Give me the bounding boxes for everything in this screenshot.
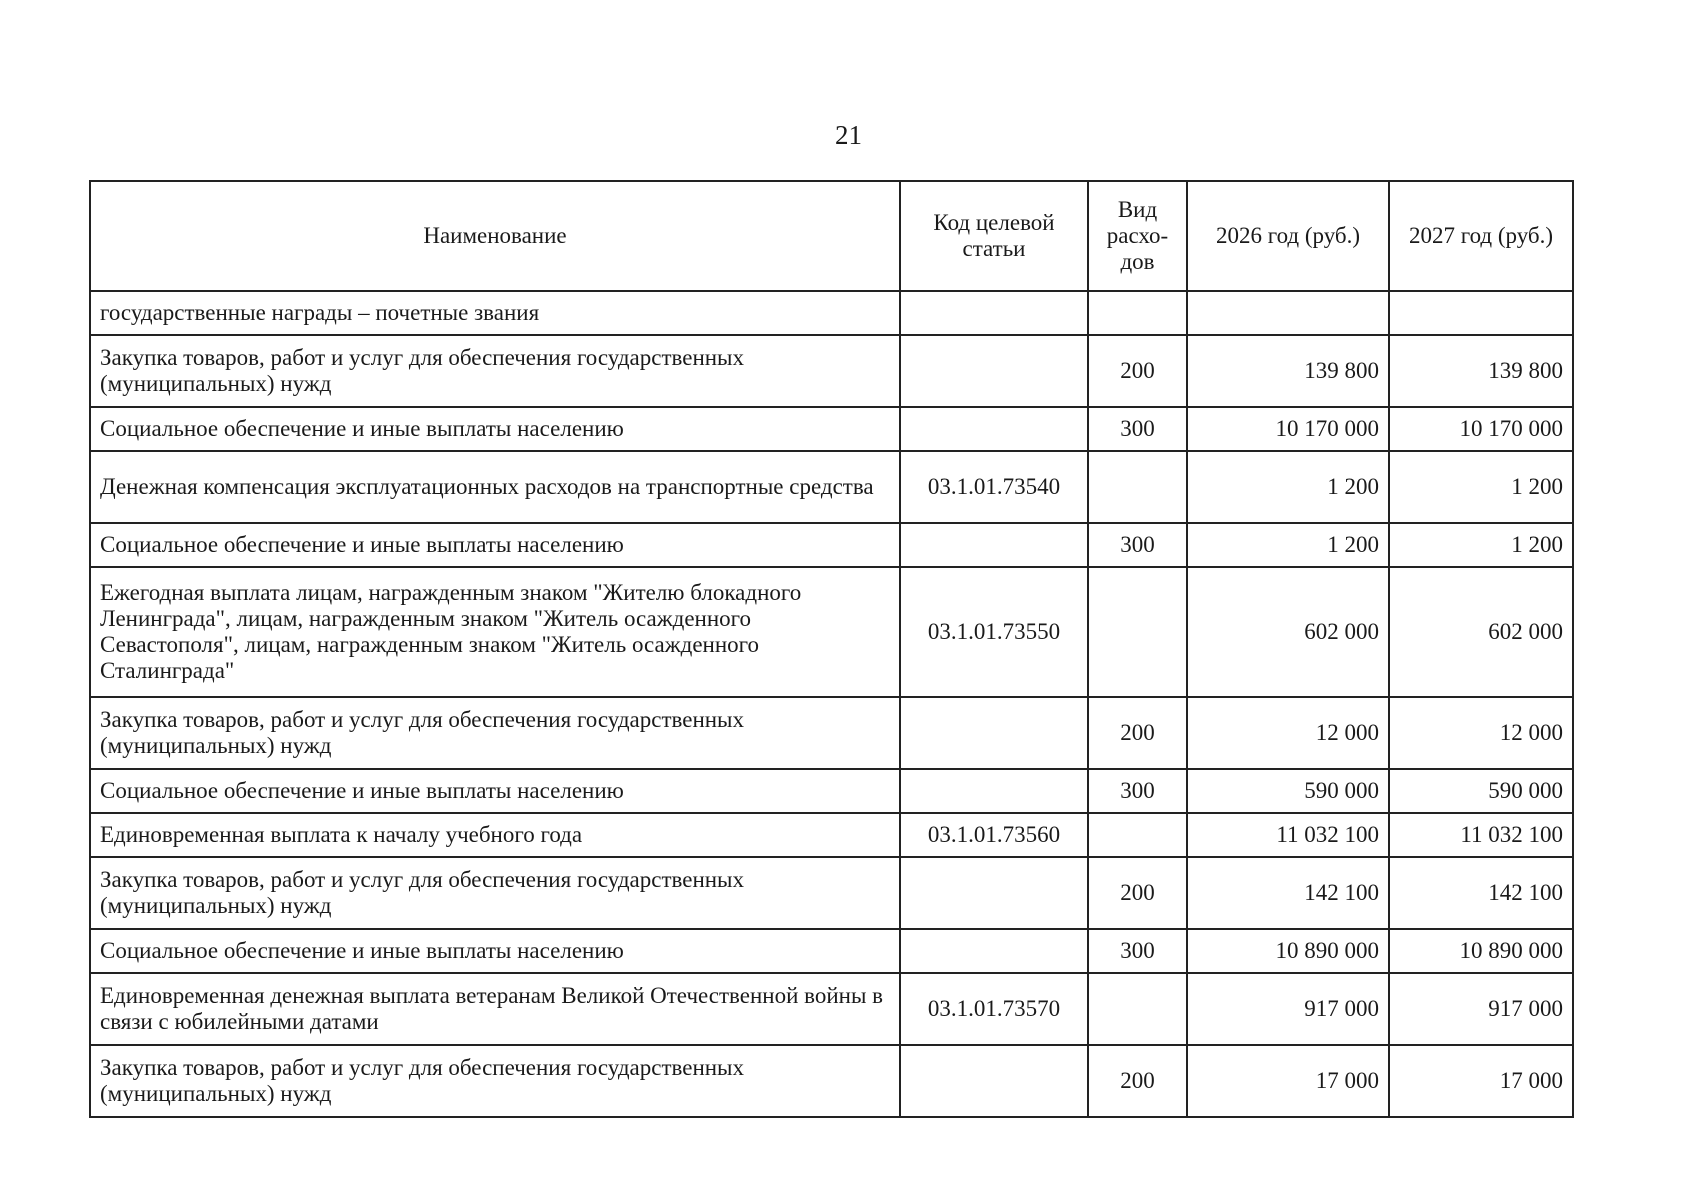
cell-code [900,335,1088,407]
cell-code [900,857,1088,929]
cell-code [900,1045,1088,1117]
cell-name: Закупка товаров, работ и услуг для обеспечения государственных (муниципальных) нужд [90,1045,900,1117]
cell-2026: 917 000 [1187,973,1389,1045]
cell-2026: 139 800 [1187,335,1389,407]
table-row [90,451,1573,523]
cell-code: 03.1.01.73560 [900,813,1088,857]
cell-name: Социальное обеспечение и иные выплаты населению [90,769,900,813]
header-name: Наименование [90,181,900,291]
cell-vid [1088,451,1187,523]
page-number: 21 [835,120,862,150]
table-row [90,523,1573,567]
table-row [90,857,1573,929]
cell-2026: 11 032 100 [1187,813,1389,857]
cell-name: Закупка товаров, работ и услуг для обеспечения государственных (муниципальных) нужд [90,857,900,929]
cell-2027: 10 170 000 [1389,407,1573,451]
cell-2027: 10 890 000 [1389,929,1573,973]
table-row [90,813,1573,857]
cell-vid: 200 [1088,697,1187,769]
header-2027: 2027 год (руб.) [1389,181,1573,291]
cell-code [900,929,1088,973]
cell-2026: 17 000 [1187,1045,1389,1117]
cell-2027: 142 100 [1389,857,1573,929]
cell-2026: 142 100 [1187,857,1389,929]
cell-2027: 917 000 [1389,973,1573,1045]
cell-code [900,769,1088,813]
cell-vid [1088,813,1187,857]
cell-2027: 1 200 [1389,451,1573,523]
cell-2027: 17 000 [1389,1045,1573,1117]
cell-name: Ежегодная выплата лицам, награжденным знаком "Жителю блокадного Ленинграда", лицам, награжденным знаком "Житель осажденного Севастополя", лицам, награжденным знаком "Житель осажденного Сталинграда" [90,567,900,697]
cell-vid: 300 [1088,929,1187,973]
cell-name: Социальное обеспечение и иные выплаты населению [90,929,900,973]
cell-code [900,407,1088,451]
cell-code: 03.1.01.73570 [900,973,1088,1045]
table-row [90,291,1573,335]
cell-vid: 300 [1088,769,1187,813]
cell-name: Единовременная денежная выплата ветеранам Великой Отечественной войны в связи с юбилейными датами [90,973,900,1045]
cell-2026: 1 200 [1187,451,1389,523]
cell-name: Единовременная выплата к началу учебного года [90,813,900,857]
cell-code [900,523,1088,567]
cell-2026: 602 000 [1187,567,1389,697]
table-row [90,929,1573,973]
cell-name: государственные награды – почетные звания [90,291,900,335]
cell-name: Социальное обеспечение и иные выплаты населению [90,523,900,567]
cell-code [900,697,1088,769]
cell-vid: 200 [1088,335,1187,407]
cell-2027: 590 000 [1389,769,1573,813]
table-row [90,567,1573,697]
cell-2026: 10 890 000 [1187,929,1389,973]
table-row [90,335,1573,407]
cell-code [900,291,1088,335]
table-row [90,697,1573,769]
cell-name: Денежная компенсация эксплуатационных расходов на транспортные средства [90,451,900,523]
table-row [90,407,1573,451]
cell-2027: 1 200 [1389,523,1573,567]
cell-2026: 10 170 000 [1187,407,1389,451]
cell-2026: 590 000 [1187,769,1389,813]
table-row [90,1045,1573,1117]
cell-2027: 602 000 [1389,567,1573,697]
cell-vid [1088,291,1187,335]
cell-name: Социальное обеспечение и иные выплаты населению [90,407,900,451]
cell-2026: 1 200 [1187,523,1389,567]
cell-vid: 300 [1088,407,1187,451]
cell-2027: 12 000 [1389,697,1573,769]
cell-vid: 300 [1088,523,1187,567]
table-header-row [90,181,1573,291]
header-vid: Вид расхо-дов [1088,181,1187,291]
table-row [90,973,1573,1045]
budget-table [89,180,1574,1118]
cell-vid: 200 [1088,1045,1187,1117]
header-code: Код целевой статьи [900,181,1088,291]
cell-2027: 139 800 [1389,335,1573,407]
cell-vid: 200 [1088,857,1187,929]
header-2026: 2026 год (руб.) [1187,181,1389,291]
cell-2026: 12 000 [1187,697,1389,769]
cell-2027 [1389,291,1573,335]
cell-2026 [1187,291,1389,335]
cell-vid [1088,567,1187,697]
cell-name: Закупка товаров, работ и услуг для обеспечения государственных (муниципальных) нужд [90,335,900,407]
cell-code: 03.1.01.73540 [900,451,1088,523]
cell-2027: 11 032 100 [1389,813,1573,857]
cell-code: 03.1.01.73550 [900,567,1088,697]
cell-vid [1088,973,1187,1045]
cell-name: Закупка товаров, работ и услуг для обеспечения государственных (муниципальных) нужд [90,697,900,769]
table-row [90,769,1573,813]
